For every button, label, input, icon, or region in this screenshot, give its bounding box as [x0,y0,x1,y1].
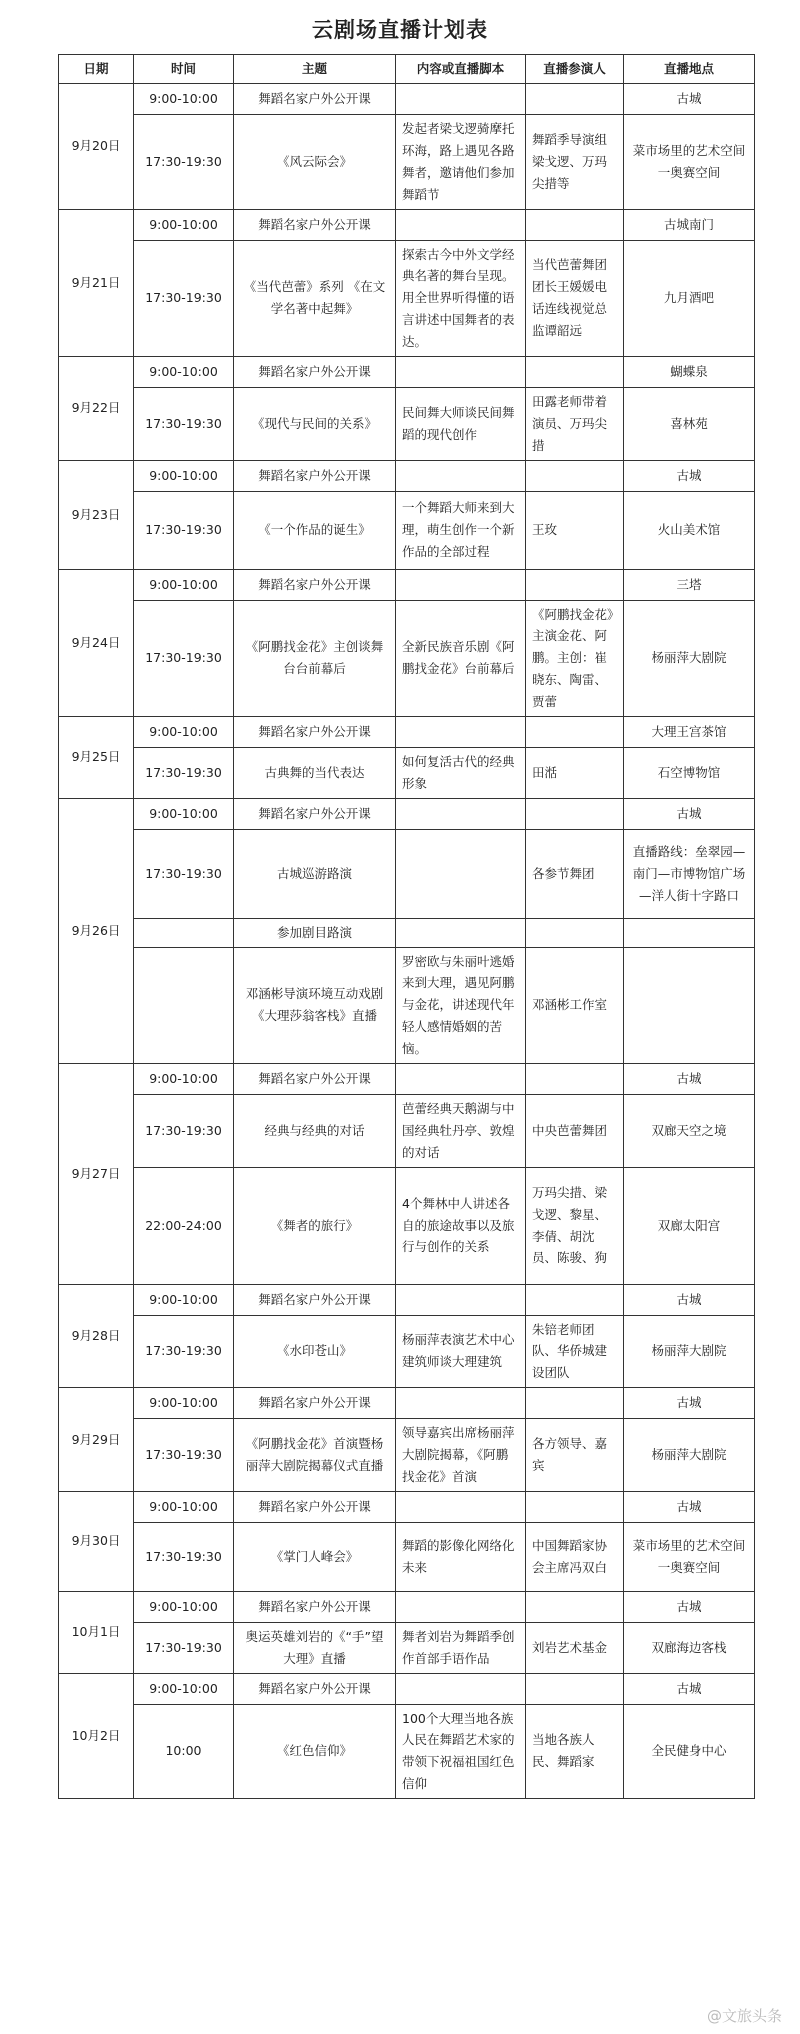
table-row [59,600,755,716]
location-cell: 火山美术馆 [624,491,755,569]
time-cell: 17:30-19:30 [134,1094,234,1167]
content-cell: 民间舞大师谈民间舞蹈的现代创作 [396,387,526,460]
time-cell: 9:00-10:00 [134,569,234,600]
performers-cell: 《阿鹏找金花》主演金花、阿鹏。主创：崔晓东、陶雷、贾蕾 [526,600,624,716]
location-cell: 古城 [624,1388,755,1419]
theme-cell: 舞蹈名家户外公开课 [234,84,396,115]
content-cell [396,1284,526,1315]
location-cell: 喜林苑 [624,387,755,460]
date-cell: 9月22日 [59,356,134,460]
time-cell [134,947,234,1063]
performers-cell [526,1591,624,1622]
time-cell: 9:00-10:00 [134,1388,234,1419]
theme-cell: 舞蹈名家户外公开课 [234,460,396,491]
location-cell: 菜市场里的艺术空间一奥赛空间 [624,1522,755,1591]
performers-cell: 邓涵彬工作室 [526,947,624,1063]
date-cell: 9月20日 [59,84,134,210]
date-cell: 10月1日 [59,1591,134,1673]
table-row [59,829,755,918]
theme-cell: 舞蹈名家户外公开课 [234,569,396,600]
location-cell: 古城 [624,1673,755,1704]
table-row [59,1284,755,1315]
table-row [59,209,755,240]
time-cell: 17:30-19:30 [134,491,234,569]
table-row [59,240,755,356]
table-row [59,1622,755,1673]
time-cell: 22:00-24:00 [134,1167,234,1284]
performers-cell: 朱锫老师团队、华侨城建设团队 [526,1315,624,1388]
location-cell [624,947,755,1063]
date-cell: 9月21日 [59,209,134,356]
location-cell: 石空博物馆 [624,747,755,798]
location-cell: 大理王宫茶馆 [624,716,755,747]
performers-cell [526,716,624,747]
content-cell: 100个大理当地各族人民在舞蹈艺术家的带领下祝福祖国红色信仰 [396,1704,526,1799]
performers-cell [526,1491,624,1522]
table-header-row [59,55,755,84]
time-cell: 17:30-19:30 [134,1419,234,1492]
theme-cell: 舞蹈名家户外公开课 [234,356,396,387]
time-cell: 9:00-10:00 [134,1491,234,1522]
performers-cell: 中国舞蹈家协会主席冯双白 [526,1522,624,1591]
content-cell [396,209,526,240]
theme-cell: 舞蹈名家户外公开课 [234,716,396,747]
time-cell: 17:30-19:30 [134,1522,234,1591]
table-row [59,356,755,387]
performers-cell [526,569,624,600]
time-cell: 9:00-10:00 [134,1591,234,1622]
content-cell: 罗密欧与朱丽叶逃婚来到大理，遇见阿鹏与金花，讲述现代年轻人感情婚姻的苦恼。 [396,947,526,1063]
table-row [59,947,755,1063]
location-cell: 双廊海边客栈 [624,1622,755,1673]
table-row [59,84,755,115]
time-cell: 17:30-19:30 [134,387,234,460]
theme-cell: 舞蹈名家户外公开课 [234,1063,396,1094]
content-cell [396,1591,526,1622]
location-cell: 菜市场里的艺术空间一奥赛空间 [624,115,755,210]
location-cell: 蝴蝶泉 [624,356,755,387]
time-cell: 17:30-19:30 [134,240,234,356]
location-cell: 全民健身中心 [624,1704,755,1799]
theme-cell: 古城巡游路演 [234,829,396,918]
date-cell: 9月24日 [59,569,134,716]
date-cell: 9月30日 [59,1491,134,1591]
header-date: 日期 [59,55,134,84]
location-cell: 古城 [624,1063,755,1094]
table-row [59,1704,755,1799]
theme-cell: 舞蹈名家户外公开课 [234,1491,396,1522]
location-cell: 三塔 [624,569,755,600]
time-cell: 17:30-19:30 [134,747,234,798]
content-cell: 领导嘉宾出席杨丽萍大剧院揭幕，《阿鹏找金花》首演 [396,1419,526,1492]
theme-cell: 《一个作品的诞生》 [234,491,396,569]
time-cell: 9:00-10:00 [134,84,234,115]
performers-cell: 万玛尖措、梁戈逻、黎星、李倩、胡沈员、陈骏、狗 [526,1167,624,1284]
performers-cell [526,1284,624,1315]
time-cell: 9:00-10:00 [134,716,234,747]
theme-cell: 《风云际会》 [234,115,396,210]
table-row [59,491,755,569]
location-cell: 古城 [624,460,755,491]
theme-cell: 舞蹈名家户外公开课 [234,1284,396,1315]
header-theme: 主题 [234,55,396,84]
table-row [59,115,755,210]
time-cell: 17:30-19:30 [134,1315,234,1388]
location-cell: 古城南门 [624,209,755,240]
content-cell [396,1491,526,1522]
location-cell: 古城 [624,84,755,115]
theme-cell: 舞蹈名家户外公开课 [234,1591,396,1622]
time-cell: 9:00-10:00 [134,1284,234,1315]
location-cell: 古城 [624,1491,755,1522]
theme-cell: 舞蹈名家户外公开课 [234,1388,396,1419]
content-cell: 全新民族音乐剧《阿鹏找金花》台前幕后 [396,600,526,716]
performers-cell: 王玫 [526,491,624,569]
theme-cell: 《现代与民间的关系》 [234,387,396,460]
watermark: @文旅头条 [706,2007,782,2025]
time-cell: 9:00-10:00 [134,1673,234,1704]
table-row [59,1591,755,1622]
performers-cell: 刘岩艺术基金 [526,1622,624,1673]
table-row [59,918,755,947]
table-row [59,1167,755,1284]
table-row [59,747,755,798]
performers-cell [526,918,624,947]
theme-cell: 古典舞的当代表达 [234,747,396,798]
content-cell: 4个舞林中人讲述各自的旅途故事以及旅行与创作的关系 [396,1167,526,1284]
content-cell [396,829,526,918]
date-cell: 9月26日 [59,798,134,1063]
content-cell: 发起者梁戈逻骑摩托环海，路上遇见各路舞者，邀请他们参加舞蹈节 [396,115,526,210]
time-cell: 9:00-10:00 [134,1063,234,1094]
location-cell: 古城 [624,1284,755,1315]
table-row [59,1315,755,1388]
time-cell: 17:30-19:30 [134,115,234,210]
performers-cell: 田湉 [526,747,624,798]
content-cell [396,1388,526,1419]
time-cell: 10:00 [134,1704,234,1799]
performers-cell [526,1063,624,1094]
content-cell: 芭蕾经典天鹅湖与中国经典牡丹亭、敦煌的对话 [396,1094,526,1167]
date-cell: 9月23日 [59,460,134,569]
table-row [59,387,755,460]
theme-cell: 《阿鹏找金花》首演暨杨丽萍大剧院揭幕仪式直播 [234,1419,396,1492]
content-cell [396,918,526,947]
theme-cell: 邓涵彬导演环境互动戏剧《大理莎翁客栈》直播 [234,947,396,1063]
performers-cell [526,356,624,387]
theme-cell: 《当代芭蕾》系列 《在文学名著中起舞》 [234,240,396,356]
theme-cell: 舞蹈名家户外公开课 [234,798,396,829]
table-row [59,1094,755,1167]
performers-cell: 当地各族人民、舞蹈家 [526,1704,624,1799]
schedule-table [58,54,755,1799]
performers-cell [526,209,624,240]
time-cell: 9:00-10:00 [134,460,234,491]
date-cell: 9月29日 [59,1388,134,1492]
performers-cell [526,84,624,115]
table-row [59,460,755,491]
time-cell: 9:00-10:00 [134,356,234,387]
theme-cell: 舞蹈名家户外公开课 [234,1673,396,1704]
table-row [59,1063,755,1094]
content-cell: 舞蹈的影像化网络化未来 [396,1522,526,1591]
location-cell: 杨丽萍大剧院 [624,1315,755,1388]
time-cell: 17:30-19:30 [134,829,234,918]
performers-cell [526,1388,624,1419]
location-cell [624,918,755,947]
theme-cell: 《水印苍山》 [234,1315,396,1388]
theme-cell: 《阿鹏找金花》主创谈舞台台前幕后 [234,600,396,716]
location-cell: 双廊太阳宫 [624,1167,755,1284]
theme-cell: 《舞者的旅行》 [234,1167,396,1284]
location-cell: 直播路线：垒翠园—南门—市博物馆广场—洋人街十字路口 [624,829,755,918]
location-cell: 杨丽萍大剧院 [624,600,755,716]
table-row [59,716,755,747]
location-cell: 九月酒吧 [624,240,755,356]
date-cell: 9月28日 [59,1284,134,1388]
theme-cell: 《红色信仰》 [234,1704,396,1799]
performers-cell [526,460,624,491]
header-time: 时间 [134,55,234,84]
time-cell: 9:00-10:00 [134,798,234,829]
time-cell: 17:30-19:30 [134,600,234,716]
content-cell: 一个舞蹈大师来到大理，萌生创作一个新作品的全部过程 [396,491,526,569]
table-row [59,1388,755,1419]
content-cell [396,356,526,387]
theme-cell: 参加剧目路演 [234,918,396,947]
performers-cell: 各参节舞团 [526,829,624,918]
content-cell [396,569,526,600]
content-cell [396,1673,526,1704]
date-cell: 10月2日 [59,1673,134,1799]
theme-cell: 经典与经典的对话 [234,1094,396,1167]
theme-cell: 舞蹈名家户外公开课 [234,209,396,240]
table-row [59,1673,755,1704]
header-performers: 直播参演人 [526,55,624,84]
table-row [59,569,755,600]
time-cell: 9:00-10:00 [134,209,234,240]
content-cell: 探索古今中外文学经典名著的舞台呈现。用全世界听得懂的语言讲述中国舞者的表达。 [396,240,526,356]
performers-cell [526,1673,624,1704]
table-row [59,1491,755,1522]
performers-cell: 中央芭蕾舞团 [526,1094,624,1167]
header-location: 直播地点 [624,55,755,84]
date-cell: 9月27日 [59,1063,134,1284]
time-cell [134,918,234,947]
table-row [59,798,755,829]
content-cell: 如何复活古代的经典形象 [396,747,526,798]
content-cell [396,716,526,747]
date-cell: 9月25日 [59,716,134,798]
table-row [59,1522,755,1591]
theme-cell: 奥运英雄刘岩的《“手”望大理》直播 [234,1622,396,1673]
performers-cell: 各方领导、嘉宾 [526,1419,624,1492]
page-title: 云剧场直播计划表 [312,17,488,42]
header-content: 内容或直播脚本 [396,55,526,84]
location-cell: 双廊天空之境 [624,1094,755,1167]
location-cell: 古城 [624,1591,755,1622]
content-cell [396,798,526,829]
theme-cell: 《掌门人峰会》 [234,1522,396,1591]
location-cell: 杨丽萍大剧院 [624,1419,755,1492]
content-cell [396,84,526,115]
content-cell: 舞者刘岩为舞蹈季创作首部手语作品 [396,1622,526,1673]
performers-cell: 舞蹈季导演组梁戈逻、万玛尖措等 [526,115,624,210]
content-cell: 杨丽萍表演艺术中心建筑师谈大理建筑 [396,1315,526,1388]
performers-cell: 田露老师带着演员、万玛尖措 [526,387,624,460]
performers-cell [526,798,624,829]
content-cell [396,1063,526,1094]
content-cell [396,460,526,491]
performers-cell: 当代芭蕾舞团团长王媛媛电话连线视觉总监谭韶远 [526,240,624,356]
table-row [59,1419,755,1492]
location-cell: 古城 [624,798,755,829]
time-cell: 17:30-19:30 [134,1622,234,1673]
